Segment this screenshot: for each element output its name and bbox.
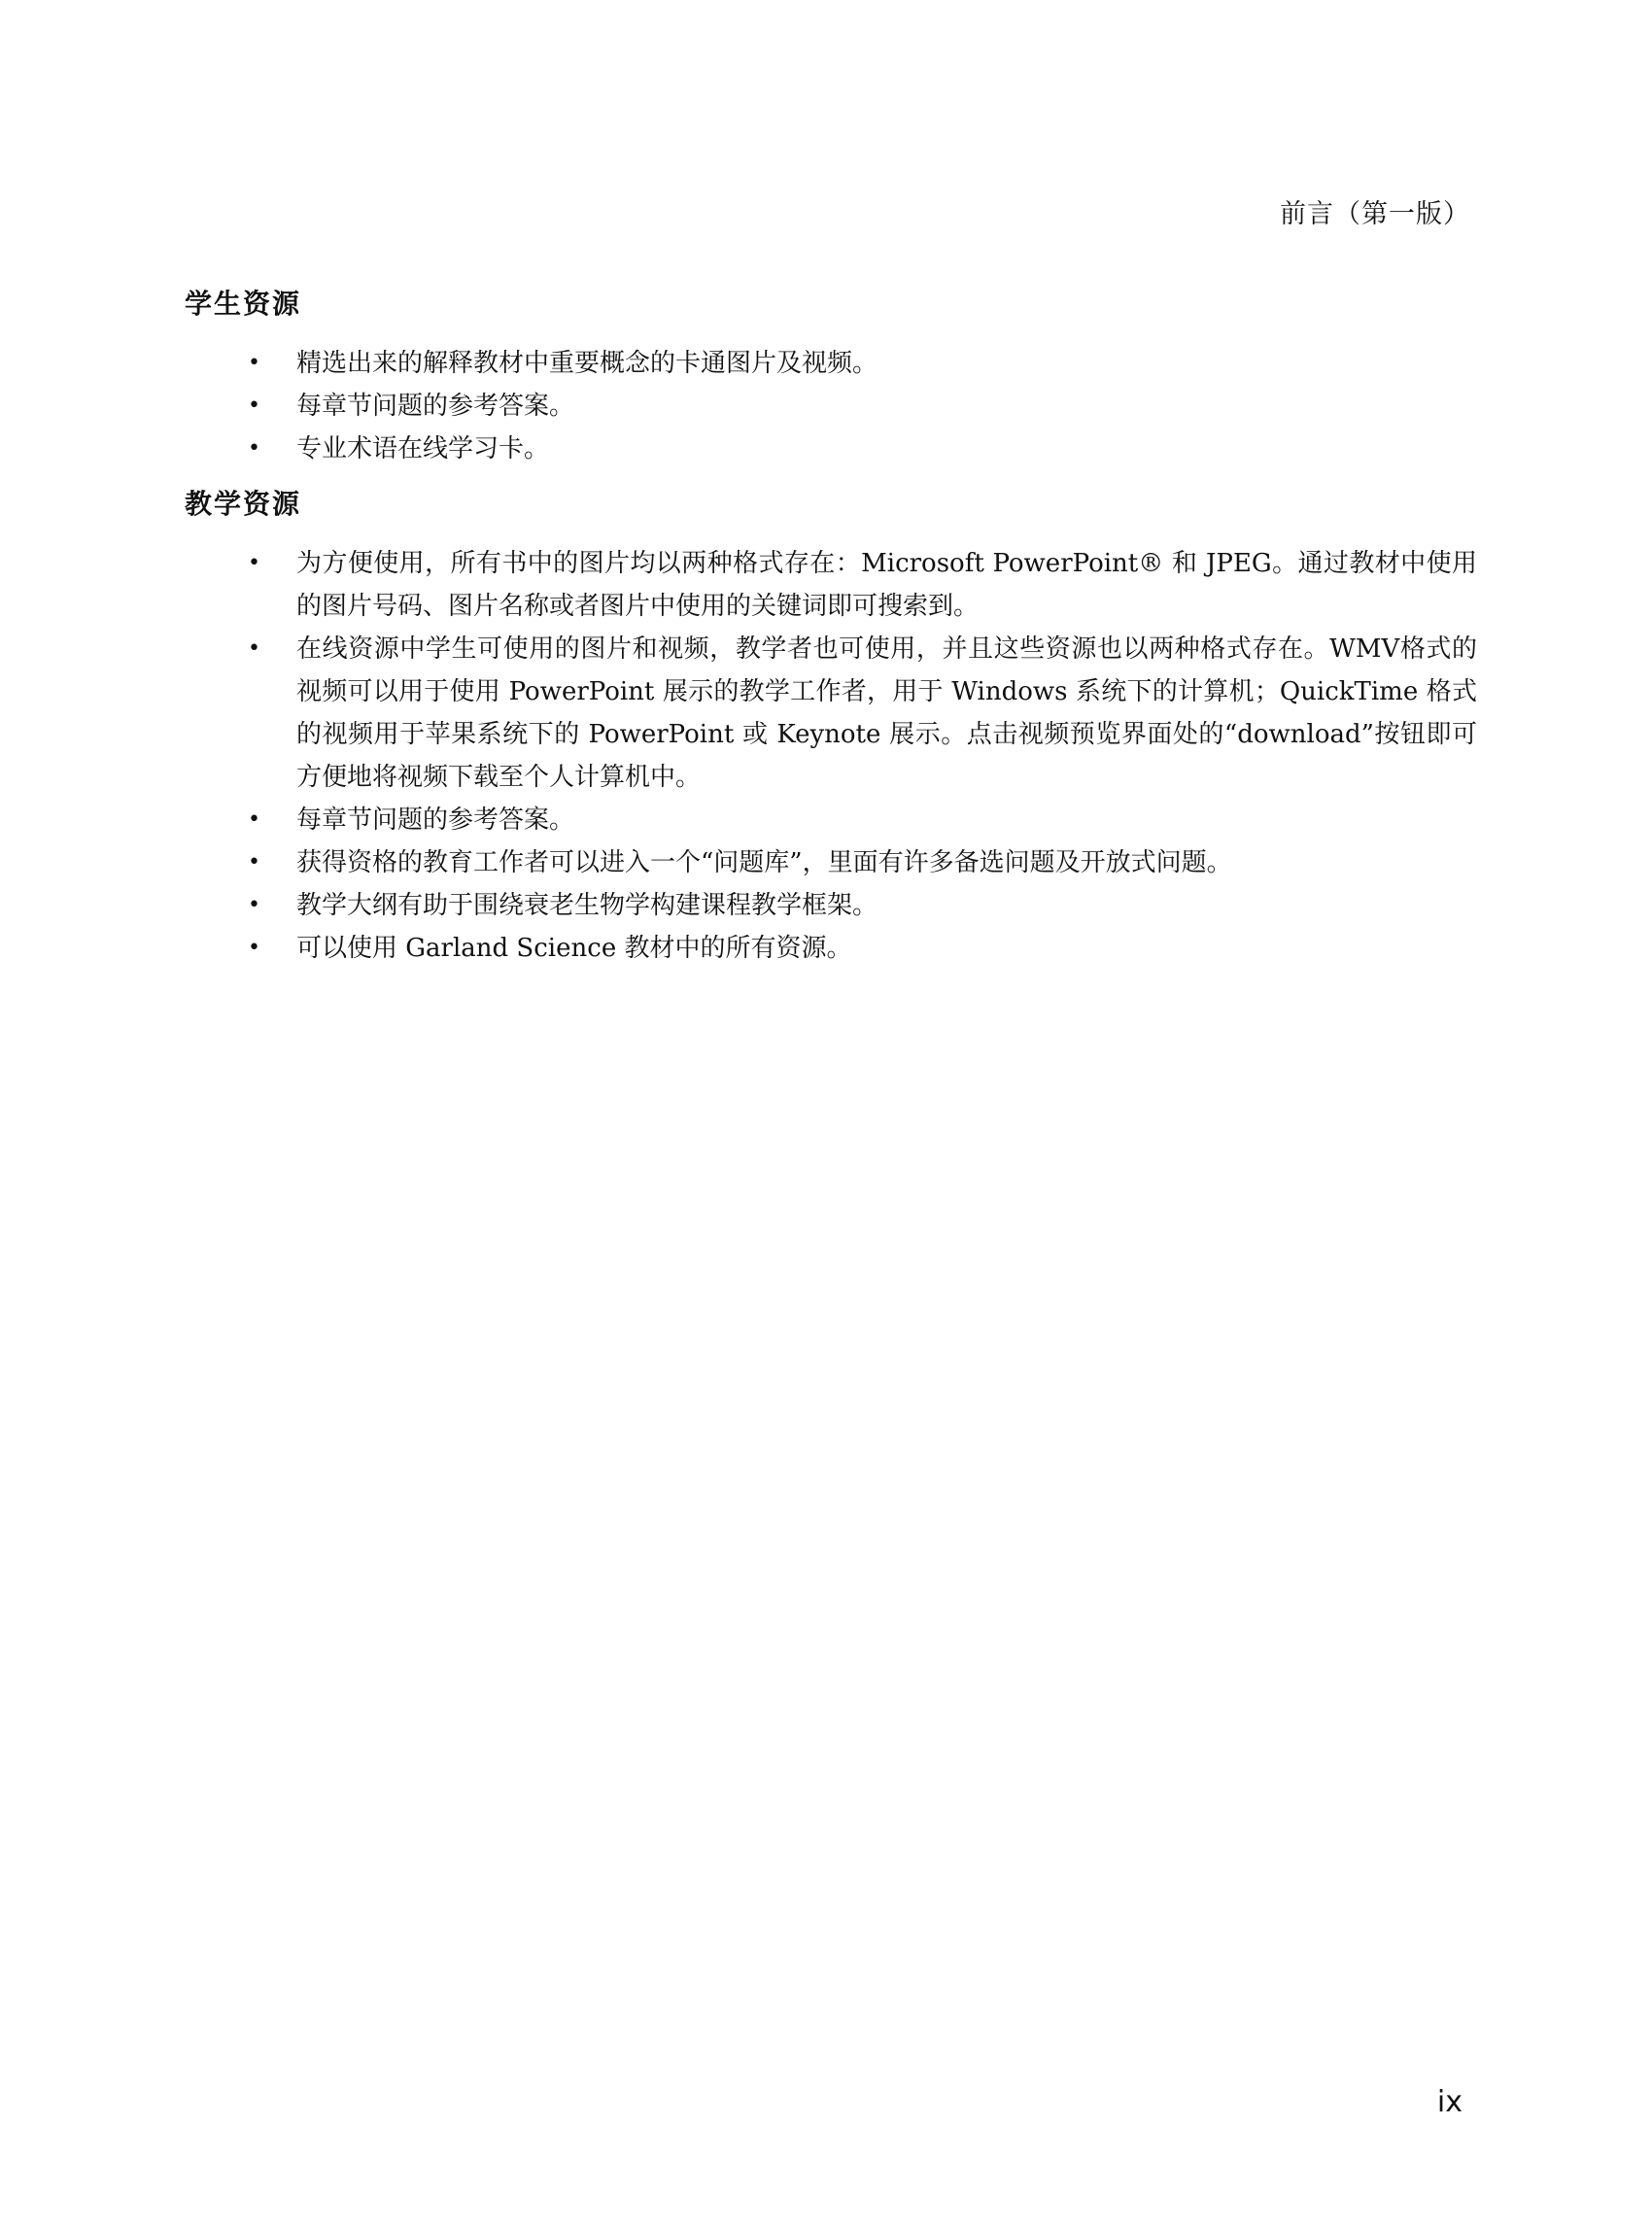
list-item-text: 精选出来的解释教材中重要概念的卡通图片及视频。 (296, 349, 878, 378)
bullet-icon: • (248, 551, 260, 575)
section-heading-student-resources: 学生资源 (185, 288, 302, 320)
list-item-text: 教学大纲有助于围绕衰老生物学构建课程教学框架。 (296, 891, 878, 920)
list-item (185, 385, 1477, 428)
list-item (185, 628, 1477, 799)
list-item-text: 专业术语在线学习卡。 (296, 434, 550, 463)
list-item (185, 542, 1477, 628)
bullet-icon: • (248, 636, 260, 661)
list-item-text: 为方便使用，所有书中的图片均以两种格式存在：Microsoft PowerPoint® 和 JPEG。通过教材中使用的图片号码、图片名称或者图片中使用的关键词即可搜索到。 (296, 549, 1477, 621)
section-teaching-resources (185, 484, 1477, 970)
section-heading-teaching-resources: 教学资源 (185, 488, 302, 520)
page-content (185, 284, 1477, 970)
page-number: ix (1436, 2085, 1463, 2119)
list-item (185, 428, 1477, 470)
list-item (185, 884, 1477, 927)
list-item-text: 获得资格的教育工作者可以进入一个“问题库”，里面有许多备选问题及开放式问题。 (296, 848, 1232, 877)
section-student-resources (185, 284, 1477, 470)
student-resources-list (185, 342, 1477, 470)
bullet-icon: • (248, 807, 260, 832)
list-item-text: 每章节问题的参考答案。 (296, 392, 575, 421)
list-item-text: 每章节问题的参考答案。 (296, 805, 575, 835)
bullet-icon: • (248, 351, 260, 375)
running-head: 前言（第一版） (1280, 199, 1470, 229)
list-item-text: 可以使用 Garland Science 教材中的所有资源。 (296, 934, 852, 963)
bullet-icon: • (248, 893, 260, 917)
bullet-icon: • (248, 436, 260, 461)
list-item (185, 799, 1477, 841)
list-item-text: 在线资源中学生可使用的图片和视频，教学者也可使用，并且这些资源也以两种格式存在。WMV格式的视频可以用于使用 PowerPoint 展示的教学工作者，用于 Windows 系统下的计算机；QuickTime 格式的视频用于苹果系统下的 PowerPoint 或 Keynote 展示。点击视频预览界面处的“download”按钮即可方便地将视频下载至个人计算机中。 (296, 634, 1477, 792)
list-item (185, 342, 1477, 385)
bullet-icon: • (248, 394, 260, 418)
list-item (185, 841, 1477, 884)
bullet-icon: • (248, 850, 260, 874)
teaching-resources-list (185, 542, 1477, 970)
list-item (185, 927, 1477, 970)
bullet-icon: • (248, 936, 260, 960)
